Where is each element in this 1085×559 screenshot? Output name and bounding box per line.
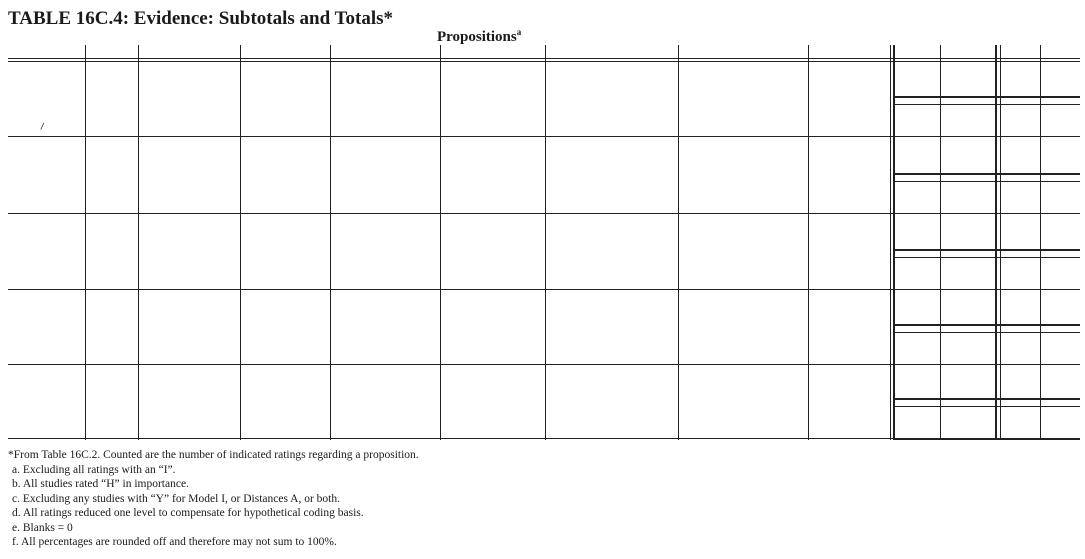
table-rule xyxy=(8,136,1080,137)
footnote-line: a. Excluding all ratings with an “I”. xyxy=(12,463,176,476)
table-rule xyxy=(8,213,1080,214)
table-rule xyxy=(893,249,1080,251)
table-rule xyxy=(8,61,1080,62)
footnote-line: f. All percentages are rounded off and therefore may not sum to 100%. xyxy=(12,536,337,548)
table-rule xyxy=(8,58,1080,59)
table-rule xyxy=(8,289,1080,290)
footnote-line: e. Blanks = 0 xyxy=(12,521,73,534)
propositions-title: Propositions$^a$ xyxy=(437,27,522,45)
footnote-line: *From Table 16C.2. Counted are the number of indicated ratings regarding a proposition. xyxy=(8,449,419,461)
table-rule xyxy=(893,173,1080,175)
table-rule xyxy=(893,104,1080,105)
table-column-rule xyxy=(808,45,809,440)
table-column-rule xyxy=(330,45,331,440)
table-rule xyxy=(893,398,1080,400)
table-column-rule xyxy=(545,45,546,440)
table-title: TABLE 16C.4: Evidence: Subtotals and Totals* xyxy=(8,8,394,29)
footnote-line: b. All studies rated “H” in importance. xyxy=(12,478,189,490)
table-column-rule xyxy=(138,45,139,440)
table-rule xyxy=(893,324,1080,326)
table-rule xyxy=(893,438,1080,440)
table-rule xyxy=(893,257,1080,258)
tick-mark: / xyxy=(40,122,45,131)
table-column-rule xyxy=(85,45,86,440)
table-rule xyxy=(893,406,1080,407)
footnote-line: d. All ratings reduced one level to compensate for hypothetical coding basis. xyxy=(12,507,364,519)
table-rule xyxy=(893,332,1080,333)
footnote-line: c. Excluding any studies with “Y” for Model I, or Distances A, or both. xyxy=(12,492,341,505)
table-rule xyxy=(8,364,1080,365)
table-column-rule xyxy=(890,45,891,440)
table-rule xyxy=(893,181,1080,182)
table-rule xyxy=(893,96,1080,98)
table-column-rule xyxy=(240,45,241,440)
table-column-rule xyxy=(440,45,441,440)
table-column-rule xyxy=(678,45,679,440)
